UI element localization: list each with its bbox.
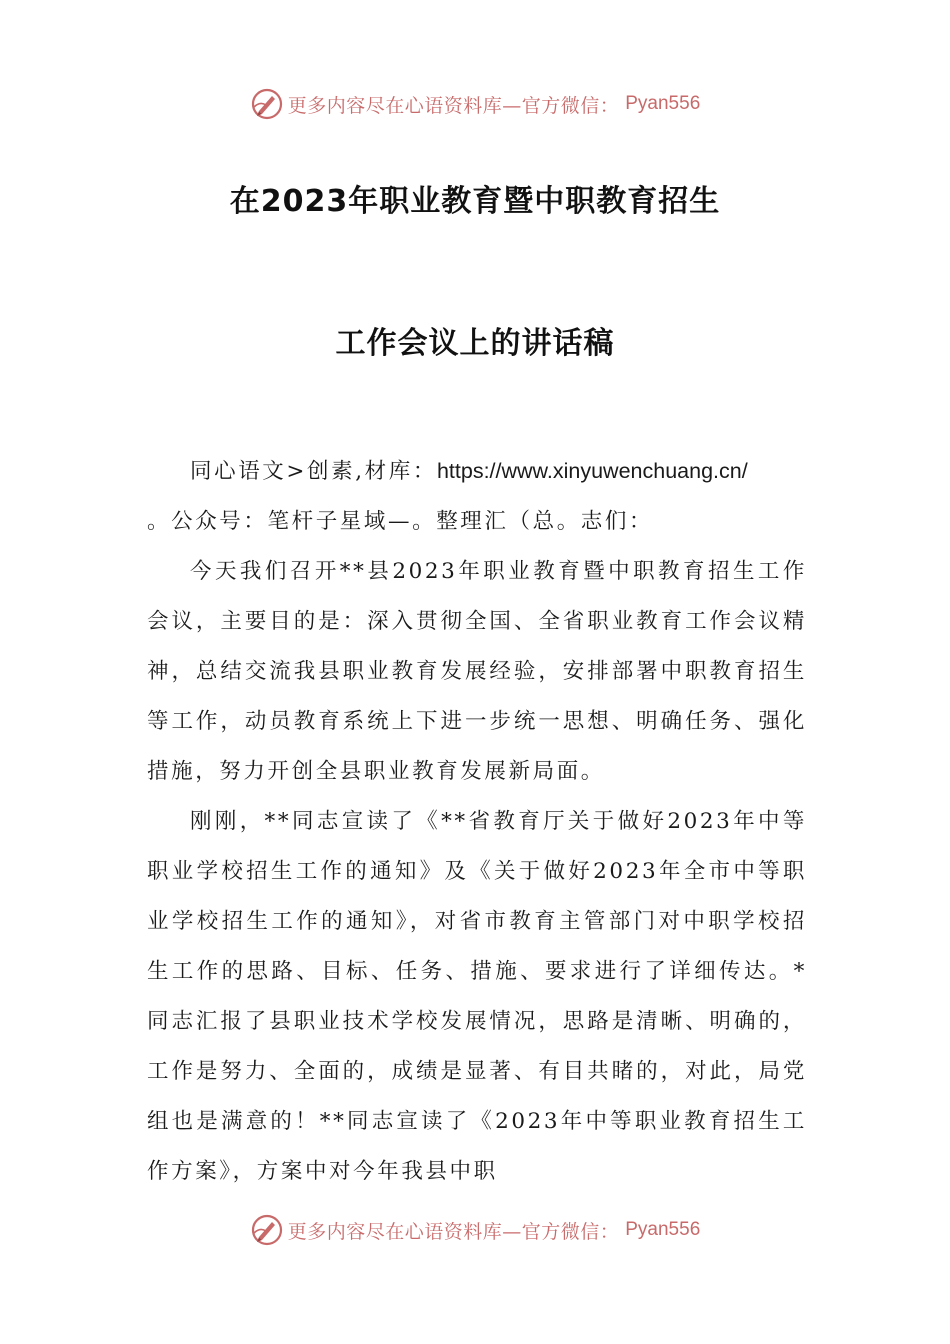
- header-banner-text: 更多内容尽在心语资料库—官方微信：: [287, 94, 620, 117]
- source-url: https://www.xinyuwenchuang.cn/: [436, 459, 748, 483]
- source-prefix: 同心语文>创素,材库：: [190, 459, 437, 484]
- pen-logo-icon: [250, 1213, 284, 1247]
- header-banner-wechat: Pyan556: [625, 93, 701, 114]
- document-title-line-1: 在2023年职业教育暨中职教育招生: [229, 184, 721, 219]
- footer-banner-wechat: Pyan556: [625, 1219, 701, 1240]
- header-watermark-banner: [0, 84, 950, 124]
- footer-watermark-banner: [0, 1210, 950, 1250]
- body-paragraph-1: 今天我们召开**县2023年职业教育暨中职教育招生工作会议，主要目的是：深入贯彻全国、全省职业教育工作会议精神，总结交流我县职业教育发展经验，安排部署中职教育招生等工作，动员教育系统上下进一步统一思想、明确任务、强化措施，努力开创全县职业教育发展新局面。: [147, 559, 807, 784]
- source-line: [147, 446, 807, 497]
- footer-banner-text: 更多内容尽在心语资料库—官方微信：: [287, 1220, 620, 1243]
- body-paragraph-2: 刚刚，**同志宣读了《**省教育厅关于做好2023年中等职业学校招生工作的通知》及《关于做好2023年全市中等职业学校招生工作的通知》，对省市教育主管部门对中职学校招生工作的思路、目标、任务、措施、要求进行了详细传达。*同志汇报了县职业技术学校发展情况，思路是清晰、明确的，工作是努力、全面的，成绩是显著、有目共睹的，对此，局党组也是满意的！**同志宣读了《2023年中等职业教育招生工作方案》，方案中对今年我县中职: [147, 809, 807, 1184]
- document-body: [147, 446, 807, 1197]
- source-line-2: 。公众号：笔杆子星域—。整理汇（总。志们：: [147, 509, 654, 534]
- pen-logo-icon: [250, 87, 284, 121]
- document-title-line-2: 工作会议上的讲话稿: [335, 326, 615, 361]
